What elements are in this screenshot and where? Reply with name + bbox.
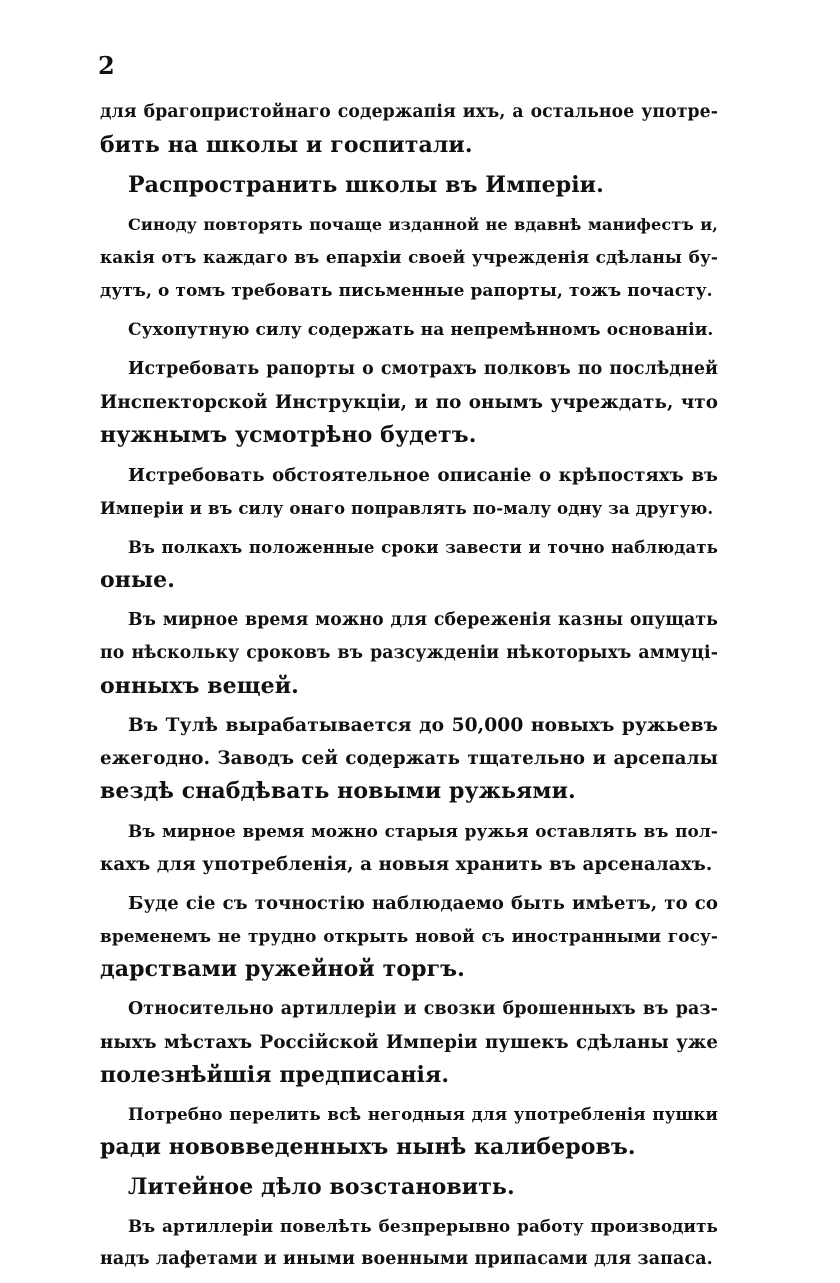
page-number: 2 [98, 51, 115, 80]
text-line: временемъ не трудно открыть новой съ иностранными госу- [100, 926, 718, 946]
text-line: Буде сіе съ точностію наблюдаемо быть имѣетъ, то со [128, 893, 718, 914]
paragraph [100, 314, 718, 347]
text-line: вездѣ снабдѣвать новыми ружьями. [100, 778, 576, 804]
text-line: бить на школы и госпитали. [100, 132, 473, 158]
text-line: Истребовать обстоятельное описаніе о крѣпостяхъ въ [128, 464, 718, 486]
text-line: Въ Тулѣ вырабатывается до 50,000 новыхъ ружьевъ [128, 715, 718, 736]
text-line: оные. [100, 567, 175, 593]
text-line: Въ мирное время можно для сбереженія казны опущать [128, 609, 718, 630]
text-line: Синоду повторять почаще изданной не вдавнѣ манифестъ и, [128, 215, 718, 234]
paragraph [100, 96, 718, 162]
text-line: дарствами ружейной торгъ. [100, 956, 465, 982]
text-line: дутъ, о томъ требовать письменные рапорты, тожъ почасту. [100, 280, 713, 300]
text-line: по нѣскольку сроковъ въ разсужденіи нѣкоторыхъ аммуці- [100, 642, 718, 663]
paragraph [100, 169, 718, 202]
text-line: кахъ для употребленія, а новыя хранить въ арсеналахъ. [100, 853, 713, 875]
paragraph [100, 353, 718, 452]
text-line: для брагопристойнаго содержапія ихъ, а остальное употре- [100, 102, 718, 122]
paragraph [100, 815, 718, 881]
text-line: онныхъ вещей. [100, 672, 299, 699]
paragraph [100, 1171, 718, 1204]
paragraph [100, 208, 718, 307]
paragraph [100, 1210, 718, 1276]
text-line: нужнымъ усмотрѣно будетъ. [100, 422, 477, 448]
text-line: ныхъ мѣстахъ Россійской Имперіи пушекъ сдѣланы уже [100, 1031, 718, 1053]
text-line: полезнѣйшія предписанія. [100, 1061, 450, 1088]
text-line: какія отъ каждаго въ епархіи своей учрежденія сдѣланы бу- [100, 247, 718, 267]
text-line: Истребовать рапорты о смотрахъ полковъ по послѣдней [128, 359, 718, 379]
text-line: Въ полкахъ положенные сроки завести и точно наблюдать [128, 537, 718, 557]
text-line: Относительно артиллеріи и свозки брошенныхъ въ раз- [128, 998, 718, 1019]
text-line: Сухопутную силу содержать на непремѣнномъ основаніи. [128, 319, 714, 340]
paragraph [100, 709, 718, 808]
text-line: Потребно перелить всѣ негодныя для употребленія пушки [128, 1104, 718, 1124]
paragraph [100, 1098, 718, 1164]
paragraph [100, 459, 718, 525]
paragraph [100, 531, 718, 597]
paragraph [100, 887, 718, 986]
text-line: надъ лафетами и иными военными припасами для запаса. [100, 1249, 713, 1269]
text-line: Инспекторской Инструкціи, и по онымъ учреждать, что [100, 392, 718, 413]
text-line: Въ артиллеріи повелѣть безпрерывно работу производить [128, 1216, 718, 1236]
text-line: Имперіи и въ силу онаго поправлять по-малу одну за другую. [100, 497, 714, 518]
text-line: ежегодно. Заводъ сей содержать тщательно и арсепалы [100, 748, 718, 769]
body-text [100, 96, 718, 1283]
paragraph [100, 993, 718, 1092]
text-line: Литейное дѣло возстановить. [128, 1173, 515, 1200]
text-line: Въ мирное время можно старыя ружья оставлять въ пол- [128, 820, 718, 841]
text-line: Распространить школы въ Имперіи. [128, 171, 604, 198]
paragraph [100, 604, 718, 703]
text-line: ради нововведенныхъ нынѣ калиберовъ. [100, 1134, 636, 1160]
